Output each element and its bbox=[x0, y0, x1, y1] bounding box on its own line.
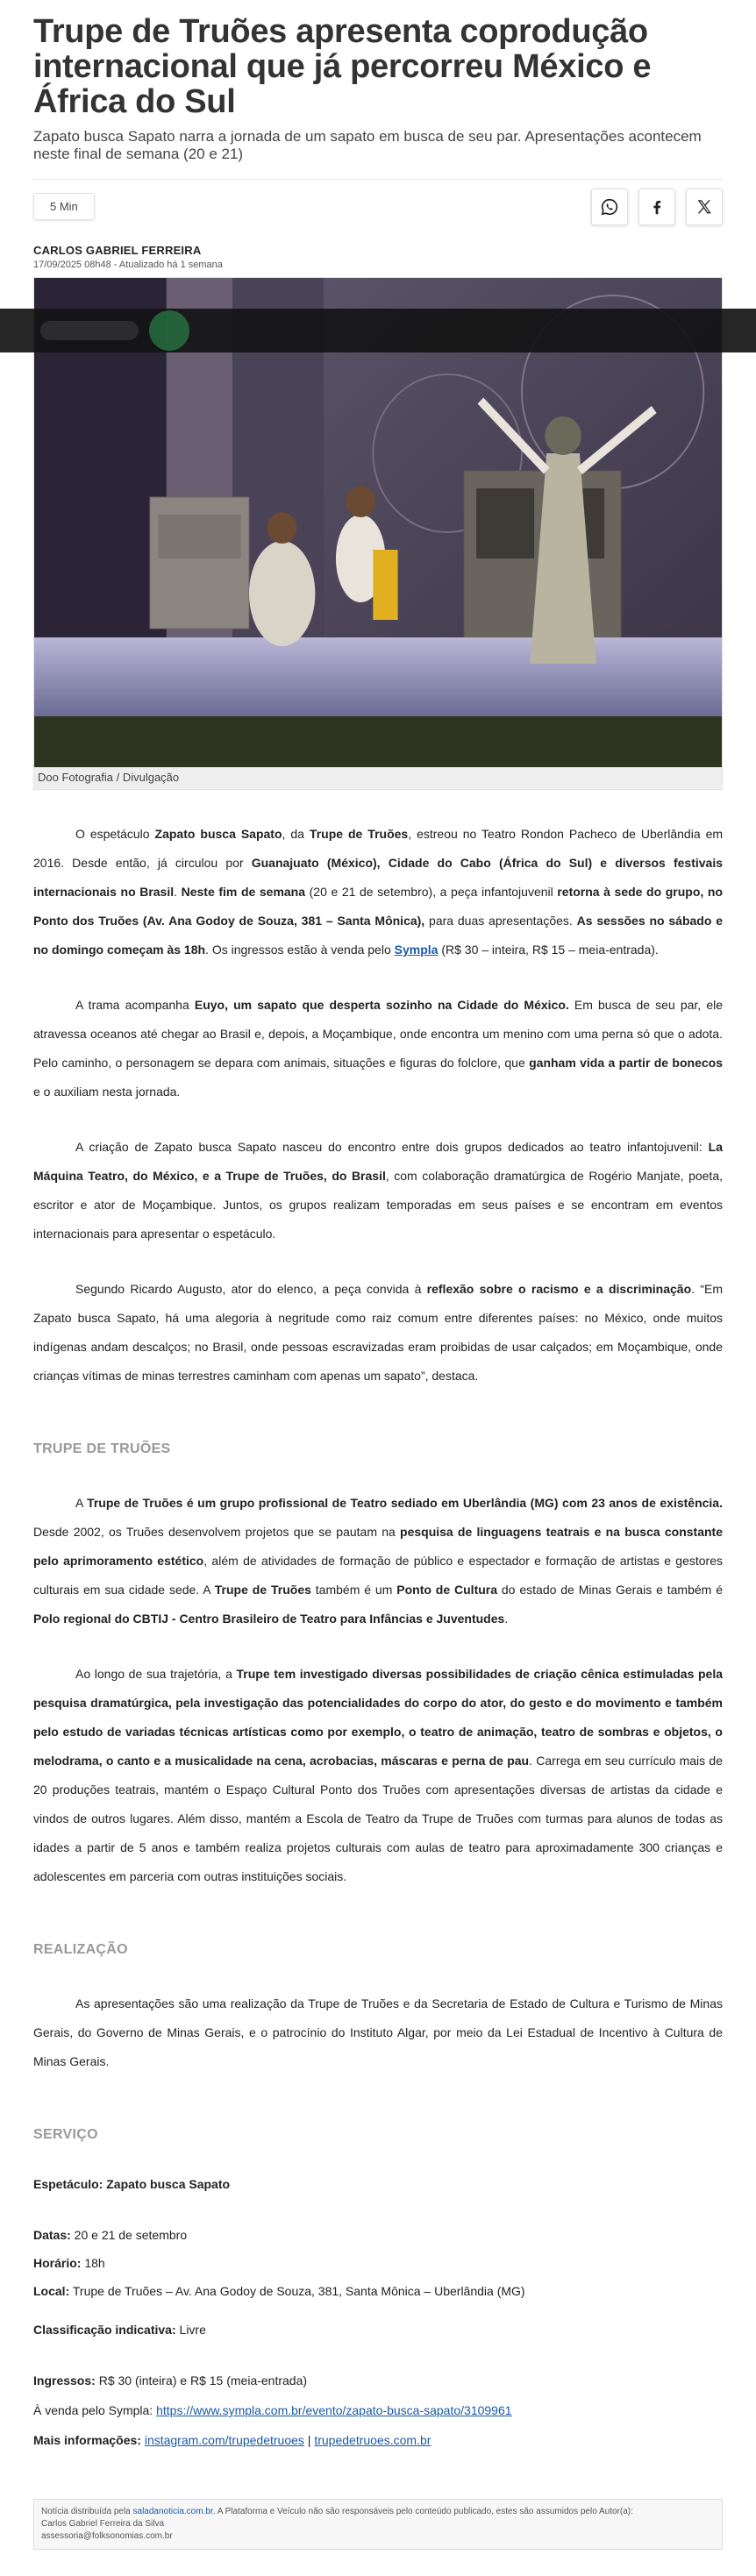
distribution-notice: Notícia distribuída pela saladanoticia.com.br. A Plataforma e Veículo não são responsáveis pelo conteúdo publicado, estes são assumidos pelo Autor(a): Carlos Gabriel Ferreira da Silva assessoria@folksonomias.com.br bbox=[33, 2499, 723, 2550]
paragraph-6: Ao longo de sua trajetória, a Trupe tem investigado diversas possibilidades de criação cênica estimuladas pela pesquisa dramatúrgica, pela investigação das potencialidades do corpo do ator, do gesto e do movimento e também pelo estudo de variadas técnicas artísticas como por exemplo, o teatro de animação, teatro de sombras e objetos, o melodrama, o canto e a musicalidade na cena, acrobacias, máscaras e perna de pau. Carrega em seu currículo mais de 20 produções teatrais, mantém o Espaço Cultural Ponto dos Truões com apresentações diversas de artistas da cidade e vindos de outros lugares. Além disso, mantém a Escola de Teatro da Trupe de Truões com turmas para alunos de todas as idades a partir de 5 anos e também realiza projetos culturais com aulas de teatro para aproximadamente 300 crianças e adolescentes em parceria com outras instituições sociais. bbox=[33, 1667, 723, 1883]
notice-email: assessoria@folksonomias.com.br bbox=[41, 2531, 173, 2541]
share-whatsapp-button[interactable] bbox=[591, 189, 628, 225]
article-body bbox=[33, 820, 723, 2450]
paragraph-4: Segundo Ricardo Augusto, ator do elenco, a peça convida à reflexão sobre o racismo e a discriminação. “Em Zapato busca Sapato, há uma alegoria à negritude como raiz comum entre diferentes países: no México, onde muitos indígenas andam descalços; no Brasil, onde pessoas escravizadas eram proibidas de usar calçados; em Moçambique, onde crianças vítimas de minas terrestres caminham com apenas um sapato”, destaca. bbox=[33, 1282, 723, 1383]
sympla-link[interactable]: Sympla bbox=[394, 943, 439, 957]
share-buttons bbox=[591, 189, 723, 225]
service-tickets: Ingressos: R$ 30 (inteira) e R$ 15 (meia-entrada) bbox=[33, 2373, 308, 2387]
overlay-banner[interactable] bbox=[0, 309, 756, 352]
publish-date: 17/09/2025 08h48 - Atualizado há 1 semana bbox=[33, 260, 223, 270]
notice-author: Carlos Gabriel Ferreira da Silva bbox=[41, 2519, 165, 2529]
section-heading-realizacao: REALIZAÇÃO bbox=[33, 1942, 128, 1957]
sympla-event-link[interactable]: https://www.sympla.com.br/evento/zapato-busca-sapato/3109961 bbox=[156, 2403, 512, 2417]
service-sale: À venda pelo Sympla: https://www.sympla.com.br/evento/zapato-busca-sapato/3109961 bbox=[33, 2403, 512, 2417]
service-rating: Classificação indicativa: Livre bbox=[33, 2323, 206, 2337]
paragraph-5: A Trupe de Truões é um grupo profissional de Teatro sediado em Uberlândia (MG) com 23 anos de existência. Desde 2002, os Truões desenvolvem projetos que se pautam na pesquisa de linguagens teatrais e na busca constante pelo aprimoramento estético, além de atividades de formação de público e espectador e formação de artistas e gestores culturais em sua cidade sede. A Trupe de Truões também é um Ponto de Cultura do estado de Minas Gerais e também é Polo regional do CBTIJ - Centro Brasileiro de Teatro para Infâncias e Juventudes. bbox=[33, 1496, 723, 1626]
website-link[interactable]: trupedetruoes.com.br bbox=[314, 2433, 431, 2447]
paragraph-3: A criação de Zapato busca Sapato nasceu do encontro entre dois grupos dedicados ao teatro infantojuvenil: La Máquina Teatro, do México, e a Trupe de Truões, do Brasil, com colaboração dramatúrgica de Rogério Manjate, poeta, escritor e ator de Moçambique. Juntos, os grupos realizam temporadas em seus países e se encontram em eventos internacionais para apresentar o espetáculo. bbox=[33, 1140, 723, 1241]
section-heading-trupe: TRUPE DE TRUÕES bbox=[33, 1441, 171, 1456]
section-heading-servico: SERVIÇO bbox=[33, 2127, 98, 2142]
photo-caption: Doo Fotografia / Divulgação bbox=[34, 767, 722, 789]
overlay-badge bbox=[149, 310, 189, 351]
x-icon bbox=[695, 197, 714, 217]
service-place: Local: Trupe de Truões – Av. Ana Godoy de Souza, 381, Santa Mônica – Uberlândia (MG) bbox=[33, 2284, 525, 2298]
whatsapp-icon bbox=[600, 197, 619, 217]
read-time-badge: 5 Min bbox=[33, 193, 95, 220]
article-title: Trupe de Truões apresenta coprodução internacional que já percorreu México e África do Sul bbox=[33, 13, 652, 120]
overlay-pill bbox=[40, 321, 139, 340]
paragraph-2: A trama acompanha Euyo, um sapato que desperta sozinho na Cidade do México. Em busca de seu par, ele atravessa oceanos até chegar ao Brasil e, depois, a Moçambique, onde encontra um menino com uma perna só que o adota. Pelo caminho, o personagem se depara com animais, situações e figuras do folclore, que ganham vida a partir de bonecos e o auxiliam nesta jornada. bbox=[33, 998, 723, 1099]
service-info bbox=[33, 2174, 723, 2450]
article-subtitle: Zapato busca Sapato narra a jornada de um sapato em busca de seu par. Apresentações acontecem neste final de semana (20 e 21) bbox=[33, 128, 702, 162]
article-toolbar bbox=[33, 179, 723, 233]
article-figure bbox=[33, 277, 723, 790]
saladanoticia-link[interactable]: saladanoticia.com.br bbox=[132, 2507, 213, 2516]
share-x-button[interactable] bbox=[686, 189, 723, 225]
paragraph-1: O espetáculo Zapato busca Sapato, da Trupe de Truões, estreou no Teatro Rondon Pacheco de Uberlândia em 2016. Desde então, já circulou por Guanajuato (México), Cidade do Cabo (África do Sul) e diversos festivais internacionais no Brasil. Neste fim de semana (20 e 21 de setembro), a peça infantojuvenil retorna à sede do grupo, no Ponto dos Truões (Av. Ana Godoy de Souza, 381 – Santa Mônica), para duas apresentações. As sessões no sábado e no domingo começam às 18h. Os ingressos estão à venda pelo Sympla (R$ 30 – inteira, R$ 15 – meia-entrada). bbox=[33, 827, 724, 957]
service-show: Espetáculo: Zapato busca Sapato bbox=[33, 2177, 231, 2191]
author-name: CARLOS GABRIEL FERREIRA bbox=[33, 244, 202, 257]
instagram-link[interactable]: instagram.com/trupedetruoes bbox=[144, 2433, 304, 2447]
service-more-info: Mais informações: instagram.com/trupedetruoes | trupedetruoes.com.br bbox=[33, 2433, 431, 2447]
service-dates: Datas: 20 e 21 de setembro bbox=[33, 2228, 188, 2242]
share-facebook-button[interactable] bbox=[638, 189, 675, 225]
paragraph-7: As apresentações são uma realização da Trupe de Truões e da Secretaria de Estado de Cultura e Turismo de Minas Gerais, do Governo de Minas Gerais, e o patrocínio do Instituto Algar, por meio da Lei Estadual de Incentivo à Cultura de Minas Gerais. bbox=[33, 1996, 723, 2068]
author-block bbox=[33, 244, 723, 270]
facebook-icon bbox=[647, 197, 667, 217]
service-time: Horário: 18h bbox=[33, 2256, 105, 2270]
